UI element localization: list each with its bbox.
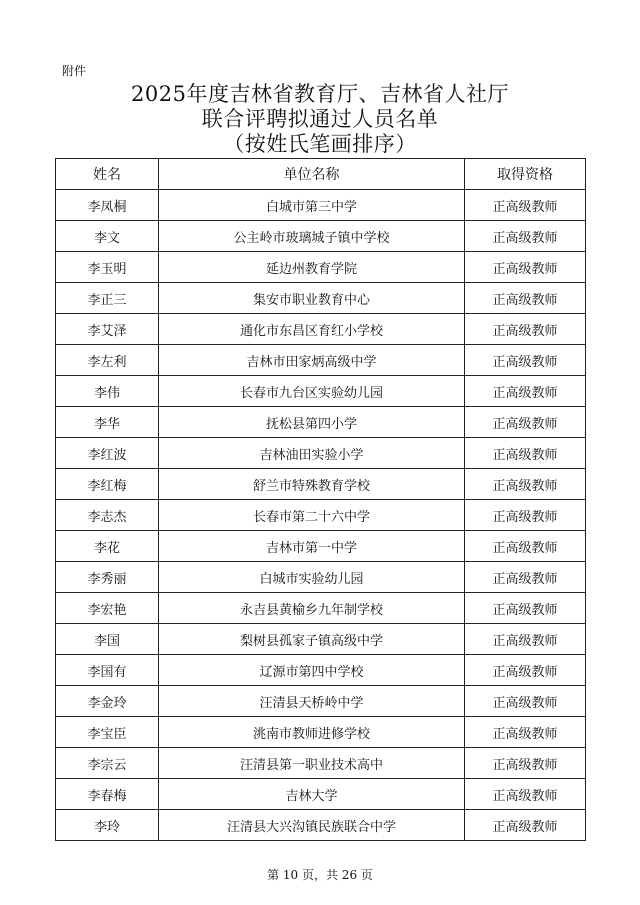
header-qualification: 取得资格	[465, 159, 586, 190]
table-row	[56, 190, 586, 221]
document-title-line-1: 2025年度吉林省教育厅、吉林省人社厅	[131, 82, 509, 106]
document-title-line-2: 联合评聘拟通过人员名单	[201, 107, 439, 131]
cell-qualification: 正高级教师	[465, 314, 586, 345]
cell-unit: 汪清县大兴沟镇民族联合中学	[159, 810, 465, 841]
cell-qualification: 正高级教师	[465, 531, 586, 562]
cell-unit: 舒兰市特殊教育学校	[159, 469, 465, 500]
cell-name: 李秀丽	[56, 562, 159, 593]
cell-qualification: 正高级教师	[465, 686, 586, 717]
cell-name: 李玉明	[56, 252, 159, 283]
cell-name: 李红梅	[56, 469, 159, 500]
table-row	[56, 314, 586, 345]
table-row	[56, 531, 586, 562]
cell-name: 李志杰	[56, 500, 159, 531]
cell-name: 李宝臣	[56, 717, 159, 748]
cell-qualification: 正高级教师	[465, 717, 586, 748]
table-row	[56, 593, 586, 624]
table-row	[56, 562, 586, 593]
cell-name: 李伟	[56, 376, 159, 407]
cell-name: 李花	[56, 531, 159, 562]
cell-qualification: 正高级教师	[465, 562, 586, 593]
header-name: 姓名	[56, 159, 159, 190]
cell-qualification: 正高级教师	[465, 252, 586, 283]
cell-qualification: 正高级教师	[465, 345, 586, 376]
cell-unit: 白城市第三中学	[159, 190, 465, 221]
cell-unit: 辽源市第四中学校	[159, 655, 465, 686]
table-row	[56, 438, 586, 469]
cell-name: 李凤桐	[56, 190, 159, 221]
cell-name: 李宏艳	[56, 593, 159, 624]
cell-name: 李玲	[56, 810, 159, 841]
table-row	[56, 717, 586, 748]
cell-qualification: 正高级教师	[465, 655, 586, 686]
cell-unit: 梨树县孤家子镇高级中学	[159, 624, 465, 655]
page-number: 第 10 页，共 26 页	[267, 868, 373, 882]
cell-name: 李左利	[56, 345, 159, 376]
cell-unit: 长春市第二十六中学	[159, 500, 465, 531]
table-header-row	[56, 159, 586, 190]
table-row	[56, 283, 586, 314]
cell-qualification: 正高级教师	[465, 376, 586, 407]
table-row	[56, 655, 586, 686]
cell-unit: 白城市实验幼儿园	[159, 562, 465, 593]
cell-name: 李文	[56, 221, 159, 252]
table-row	[56, 686, 586, 717]
cell-name: 李红波	[56, 438, 159, 469]
cell-unit: 洮南市教师进修学校	[159, 717, 465, 748]
table-row	[56, 376, 586, 407]
table-row	[56, 500, 586, 531]
table-row	[56, 779, 586, 810]
cell-unit: 永吉县黄榆乡九年制学校	[159, 593, 465, 624]
cell-qualification: 正高级教师	[465, 221, 586, 252]
cell-name: 李艾泽	[56, 314, 159, 345]
cell-name: 李华	[56, 407, 159, 438]
document-title-line-3: （按姓氏笔画排序）	[223, 132, 417, 156]
table-row	[56, 469, 586, 500]
cell-unit: 吉林大学	[159, 779, 465, 810]
cell-qualification: 正高级教师	[465, 593, 586, 624]
table-body	[56, 190, 586, 841]
table-row	[56, 252, 586, 283]
cell-unit: 汪清县天桥岭中学	[159, 686, 465, 717]
table-row	[56, 748, 586, 779]
cell-unit: 吉林市田家炳高级中学	[159, 345, 465, 376]
cell-qualification: 正高级教师	[465, 779, 586, 810]
table-row	[56, 810, 586, 841]
cell-unit: 通化市东昌区育红小学校	[159, 314, 465, 345]
cell-qualification: 正高级教师	[465, 469, 586, 500]
cell-qualification: 正高级教师	[465, 810, 586, 841]
cell-name: 李国	[56, 624, 159, 655]
cell-name: 李国有	[56, 655, 159, 686]
cell-qualification: 正高级教师	[465, 438, 586, 469]
cell-name: 李春梅	[56, 779, 159, 810]
attachment-label: 附件	[62, 64, 87, 78]
cell-unit: 汪清县第一职业技术高中	[159, 748, 465, 779]
cell-qualification: 正高级教师	[465, 748, 586, 779]
cell-qualification: 正高级教师	[465, 624, 586, 655]
table-row	[56, 407, 586, 438]
cell-unit: 抚松县第四小学	[159, 407, 465, 438]
cell-unit: 集安市职业教育中心	[159, 283, 465, 314]
header-unit: 单位名称	[159, 159, 465, 190]
cell-unit: 吉林油田实验小学	[159, 438, 465, 469]
cell-unit: 长春市九台区实验幼儿园	[159, 376, 465, 407]
cell-unit: 公主岭市玻璃城子镇中学校	[159, 221, 465, 252]
cell-name: 李宗云	[56, 748, 159, 779]
roster-table	[55, 158, 586, 841]
table-row	[56, 345, 586, 376]
cell-unit: 延边州教育学院	[159, 252, 465, 283]
cell-qualification: 正高级教师	[465, 407, 586, 438]
cell-unit: 吉林市第一中学	[159, 531, 465, 562]
cell-name: 李正三	[56, 283, 159, 314]
table-row	[56, 221, 586, 252]
cell-name: 李金玲	[56, 686, 159, 717]
cell-qualification: 正高级教师	[465, 190, 586, 221]
cell-qualification: 正高级教师	[465, 283, 586, 314]
table-row	[56, 624, 586, 655]
cell-qualification: 正高级教师	[465, 500, 586, 531]
